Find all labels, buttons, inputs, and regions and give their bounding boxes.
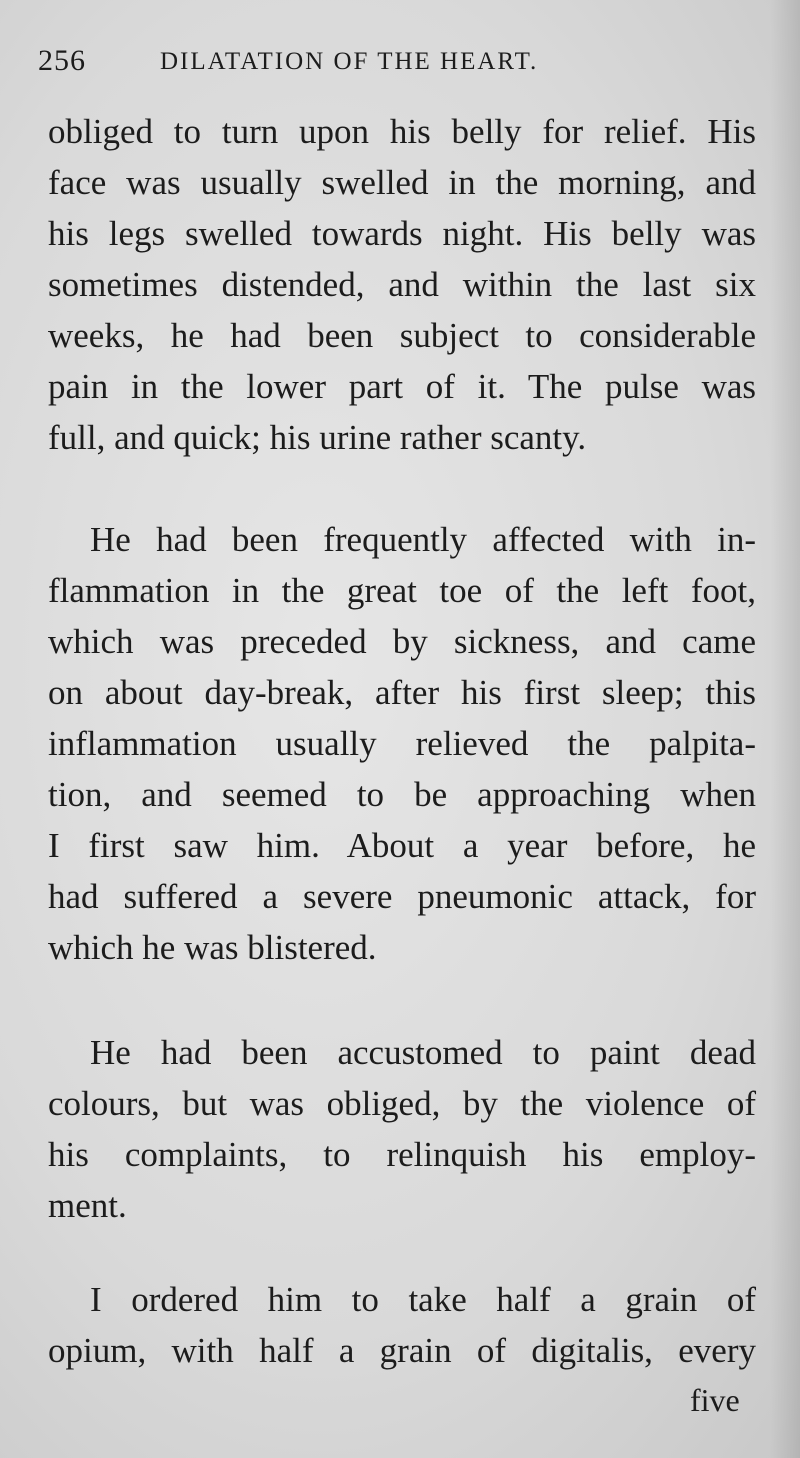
page-number: 256 (38, 44, 86, 77)
text-line: He had been frequently affected with in- (90, 520, 756, 559)
text-line: I first saw him. About a year before, he (48, 826, 756, 865)
text-line: on about day-break, after his first sleep; this (48, 673, 756, 712)
text-line: which he was blistered. (48, 928, 377, 967)
text-line: full, and quick; his urine rather scanty. (48, 418, 587, 457)
text-line: opium, with half a grain of digitalis, every (48, 1331, 756, 1370)
text-line: He had been accustomed to paint dead (90, 1033, 756, 1072)
text-line: tion, and seemed to be approaching when (48, 775, 756, 814)
text-line: his complaints, to relinquish his employ- (48, 1135, 756, 1174)
text-line: inflammation usually relieved the palpita- (48, 724, 756, 763)
text-line: his legs swelled towards night. His belly was (48, 214, 756, 253)
catchword: five (690, 1382, 740, 1418)
text-line: pain in the lower part of it. The pulse was (48, 367, 756, 406)
text-line: weeks, he had been subject to considerable (48, 316, 756, 355)
text-line: flammation in the great toe of the left foot, (48, 571, 756, 610)
text-line: I ordered him to take half a grain of (90, 1280, 756, 1319)
page-header (38, 44, 778, 88)
text-line: sometimes distended, and within the last six (48, 265, 756, 304)
running-head: DILATATION OF THE HEART. (160, 48, 539, 75)
text-line: ment. (48, 1186, 127, 1225)
text-line: colours, but was obliged, by the violence of (48, 1084, 756, 1123)
page-edge-shadow (770, 0, 800, 1458)
text-line: which was preceded by sickness, and came (48, 622, 756, 661)
text-line: obliged to turn upon his belly for relief. His (48, 112, 756, 151)
text-line: had suffered a severe pneumonic attack, for (48, 877, 756, 916)
text-line: face was usually swelled in the morning, and (48, 163, 756, 202)
